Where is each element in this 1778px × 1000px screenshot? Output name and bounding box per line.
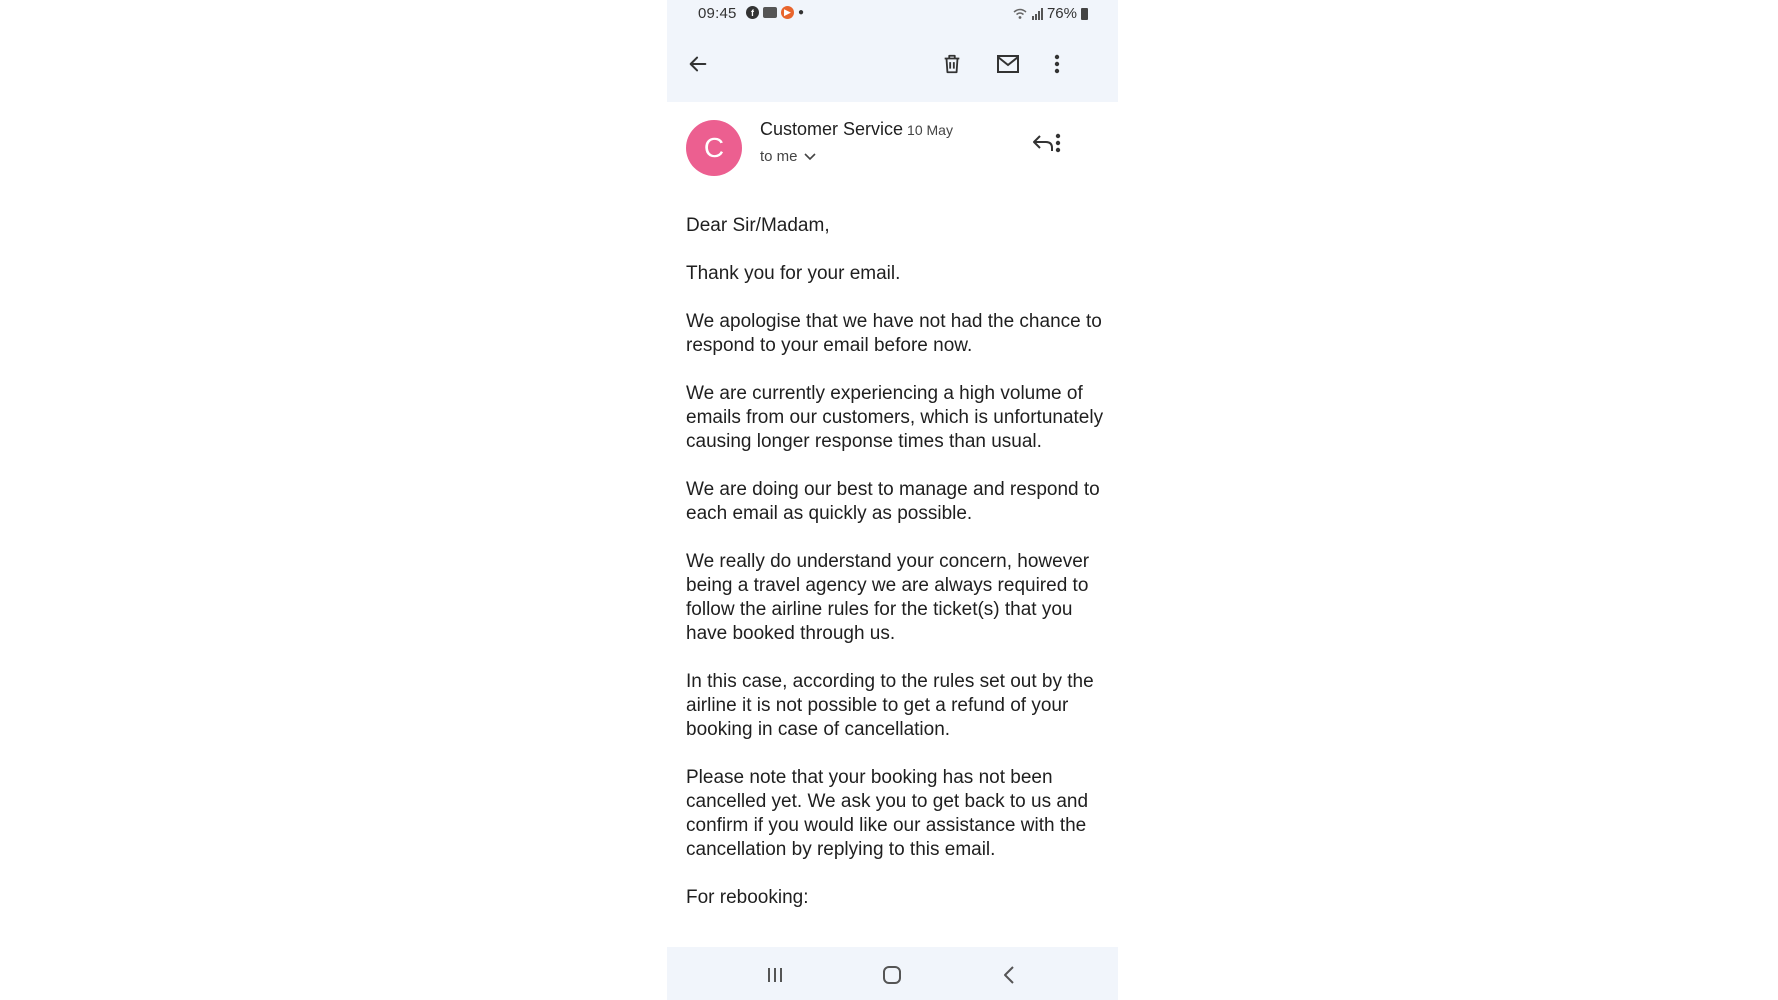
email-paragraph: Dear Sir/Madam,: [686, 215, 830, 236]
battery-icon: [1081, 8, 1088, 20]
arrow-left-icon: [687, 53, 709, 75]
signal-icon: [1031, 8, 1043, 20]
nav-back-icon: [1002, 965, 1016, 985]
email-body: [686, 214, 1106, 934]
recents-icon: [765, 966, 785, 984]
avatar[interactable]: C: [686, 120, 742, 176]
email-paragraph: We really do understand your concern, however being a travel agency we are always required to follow the airline rules for the ticket(s) that you have booked through us.: [686, 551, 1090, 644]
email-paragraph: For rebooking:: [686, 887, 809, 908]
play-icon: ▶: [781, 6, 794, 19]
battery-percent: 76%: [1046, 5, 1077, 22]
mail-icon: [996, 53, 1020, 75]
wifi-icon: [1013, 8, 1027, 20]
recents-button[interactable]: [760, 961, 790, 989]
email-paragraph: We apologise that we have not had the chance to respond to your email before now.: [686, 311, 1102, 356]
email-paragraph: In this case, according to the rules set out by the airline it is not possible to get a refund of your booking in case of cancellation.: [686, 671, 1094, 740]
trash-icon: [941, 53, 963, 75]
status-right: [1013, 5, 1088, 22]
more-vert-icon: [1054, 53, 1060, 75]
recipient-label: to me: [760, 148, 798, 165]
more-notifications-dot-icon: ●: [798, 7, 805, 18]
mark-unread-button[interactable]: [992, 48, 1024, 80]
email-paragraph: Thank you for your email.: [686, 263, 901, 284]
home-button[interactable]: [877, 961, 907, 989]
more-vert-icon: [1055, 132, 1061, 154]
email-paragraph: We are currently experiencing a high volume of emails from our customers, which is unfortunately causing longer response times than usual.: [686, 383, 1104, 452]
home-icon: [881, 964, 903, 986]
notification-icons: [746, 6, 804, 19]
email-paragraph: Please note that your booking has not been cancelled yet. We ask you to get back to us and confirm if you would like our assistance with the cancellation by replying to this email.: [686, 767, 1089, 860]
status-time: 09:45: [698, 5, 737, 22]
nav-back-button[interactable]: [994, 961, 1024, 989]
system-nav-bar: [667, 947, 1118, 1000]
sender-line: [760, 119, 953, 140]
status-bar: [667, 0, 1118, 28]
phone-screen: [667, 0, 1118, 1000]
facebook-icon: f: [746, 6, 759, 19]
email-paragraph: We are doing our best to manage and respond to each email as quickly as possible.: [686, 479, 1100, 524]
recipient-toggle[interactable]: [760, 148, 816, 165]
sender-name: Customer Service: [760, 119, 904, 139]
chevron-down-icon: [804, 153, 816, 161]
email-header: [667, 102, 1118, 212]
outlook-icon: [763, 7, 777, 18]
email-date: 10 May: [907, 122, 953, 138]
delete-button[interactable]: [936, 48, 968, 80]
back-button[interactable]: [682, 48, 714, 80]
email-toolbar: [667, 28, 1118, 102]
message-more-button[interactable]: [1043, 128, 1073, 158]
more-options-button[interactable]: [1041, 48, 1073, 80]
